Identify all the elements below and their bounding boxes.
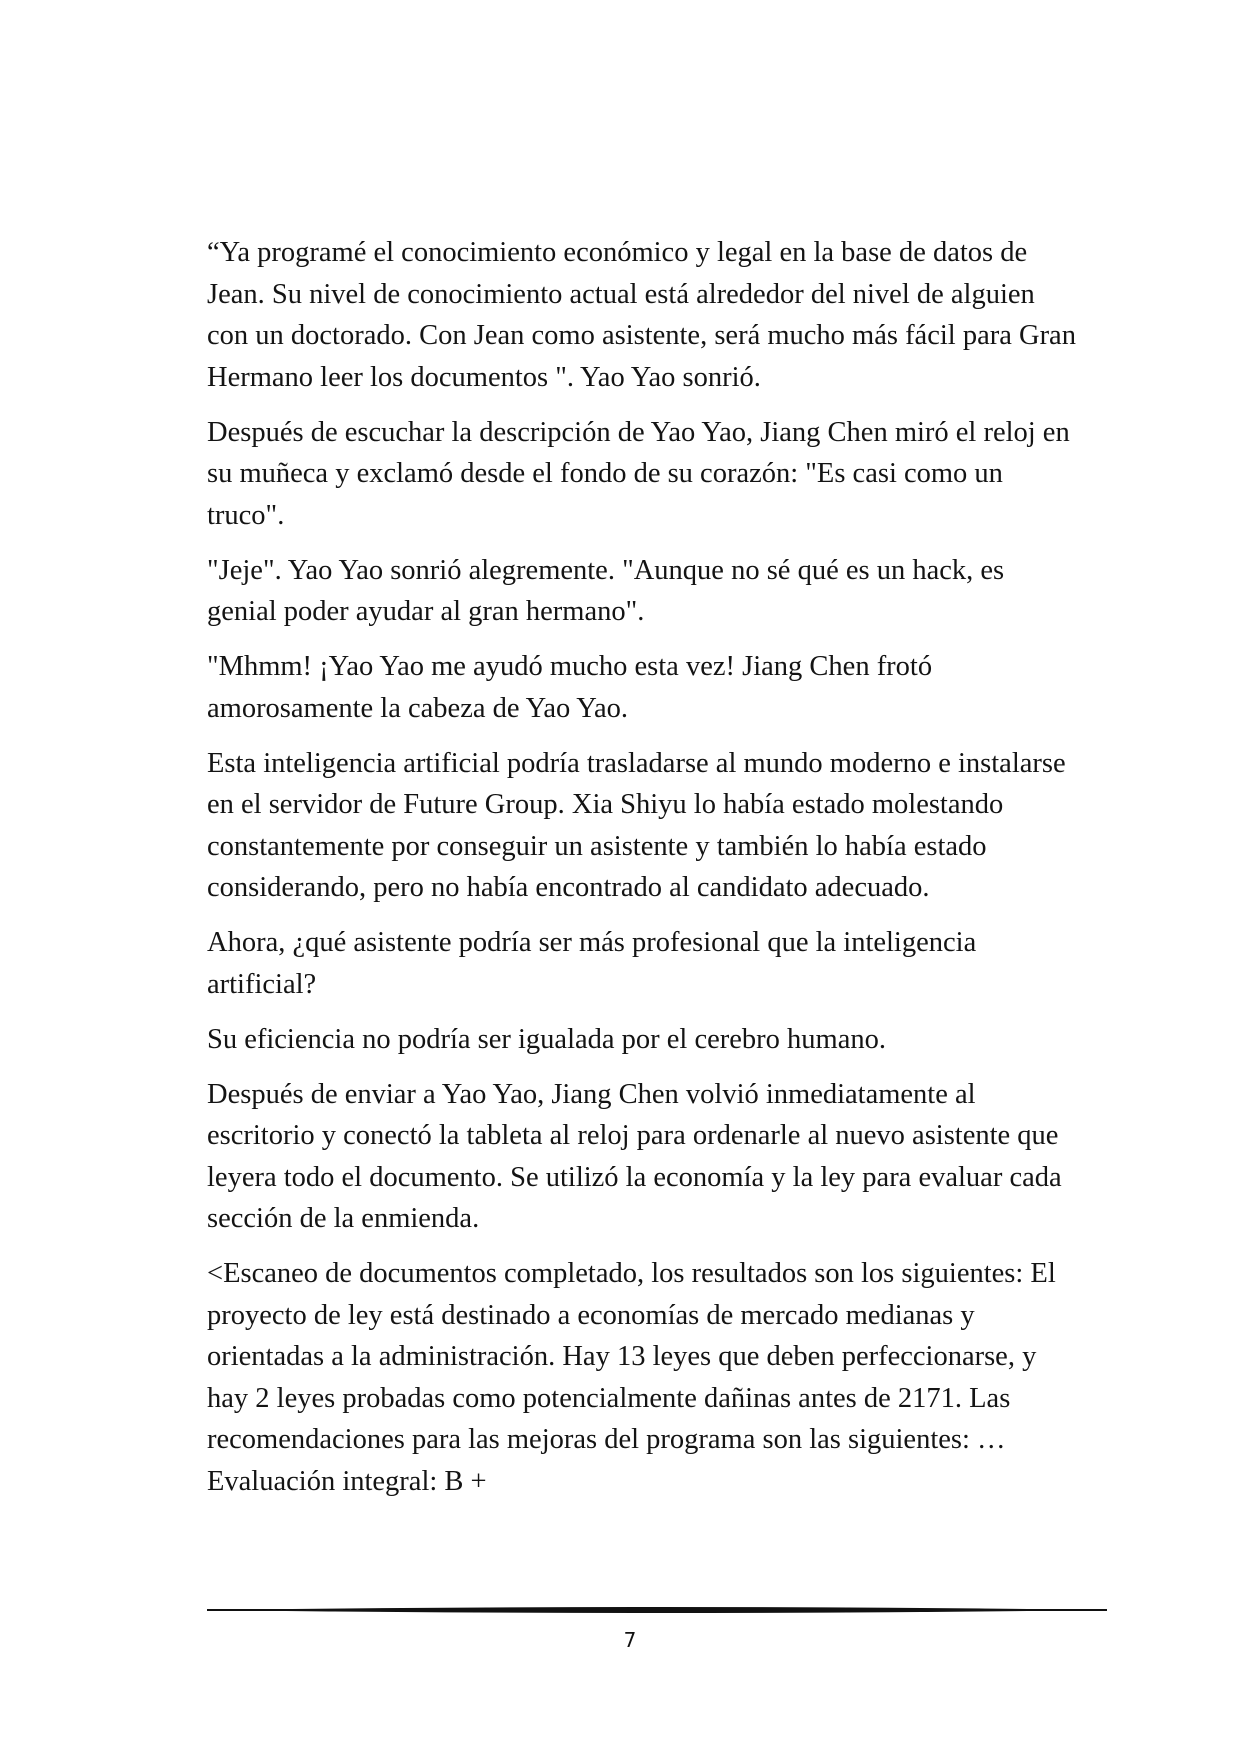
paragraph-5: Esta inteligencia artificial podría trasladarse al mundo moderno e instalarse en el servidor de Future Group. Xia Shiyu lo había estado molestando constantemente por conseguir un asistente y también lo había estado considerando, pero no había encontrado al candidato adecuado. [207, 747, 1066, 903]
footer-divider [207, 1602, 1107, 1618]
paragraph-8: Después de enviar a Yao Yao, Jiang Chen volvió inmediatamente al escritorio y conectó la tableta al reloj para ordenarle al nuevo asistente que leyera todo el documento. Se utilizó la economía y la ley para evaluar cada sección de la enmienda. [207, 1078, 1062, 1234]
paragraph-2: Después de escuchar la descripción de Yao Yao, Jiang Chen miró el reloj en su muñeca y exclamó desde el fondo de su corazón: "Es casi como un truco". [207, 416, 1070, 531]
paragraph-6: Ahora, ¿qué asistente podría ser más profesional que la inteligencia artificial? [207, 927, 977, 1000]
body-text [207, 232, 1077, 1516]
paragraph-3: "Jeje". Yao Yao sonrió alegremente. "Aunque no sé qué es un hack, es genial poder ayudar al gran hermano". [207, 554, 1005, 627]
paragraph-1: “Ya programé el conocimiento económico y legal en la base de datos de Jean. Su nivel de conocimiento actual está alrededor del nivel de alguien con un doctorado. Con Jean como asistente, será mucho más fácil para Gran Hermano leer los documentos ". Yao Yao sonrió. [207, 237, 1076, 393]
page-number: 7 [623, 1628, 637, 1652]
paragraph-4: "Mhmm! ¡Yao Yao me ayudó mucho esta vez! Jiang Chen frotó amorosamente la cabeza de Yao Yao. [207, 651, 933, 724]
paragraph-9: <Escaneo de documentos completado, los resultados son los siguientes: El proyecto de ley está destinado a economías de mercado medianas y orientadas a la administración. Hay 13 leyes que deben perfeccionarse, y hay 2 leyes probadas como potencialmente dañinas antes de 2171. Las recomendaciones para las mejoras del programa son las siguientes: … Evaluación integral: B + [207, 1258, 1056, 1497]
paragraph-7: Su eficiencia no podría ser igualada por el cerebro humano. [207, 1023, 886, 1055]
